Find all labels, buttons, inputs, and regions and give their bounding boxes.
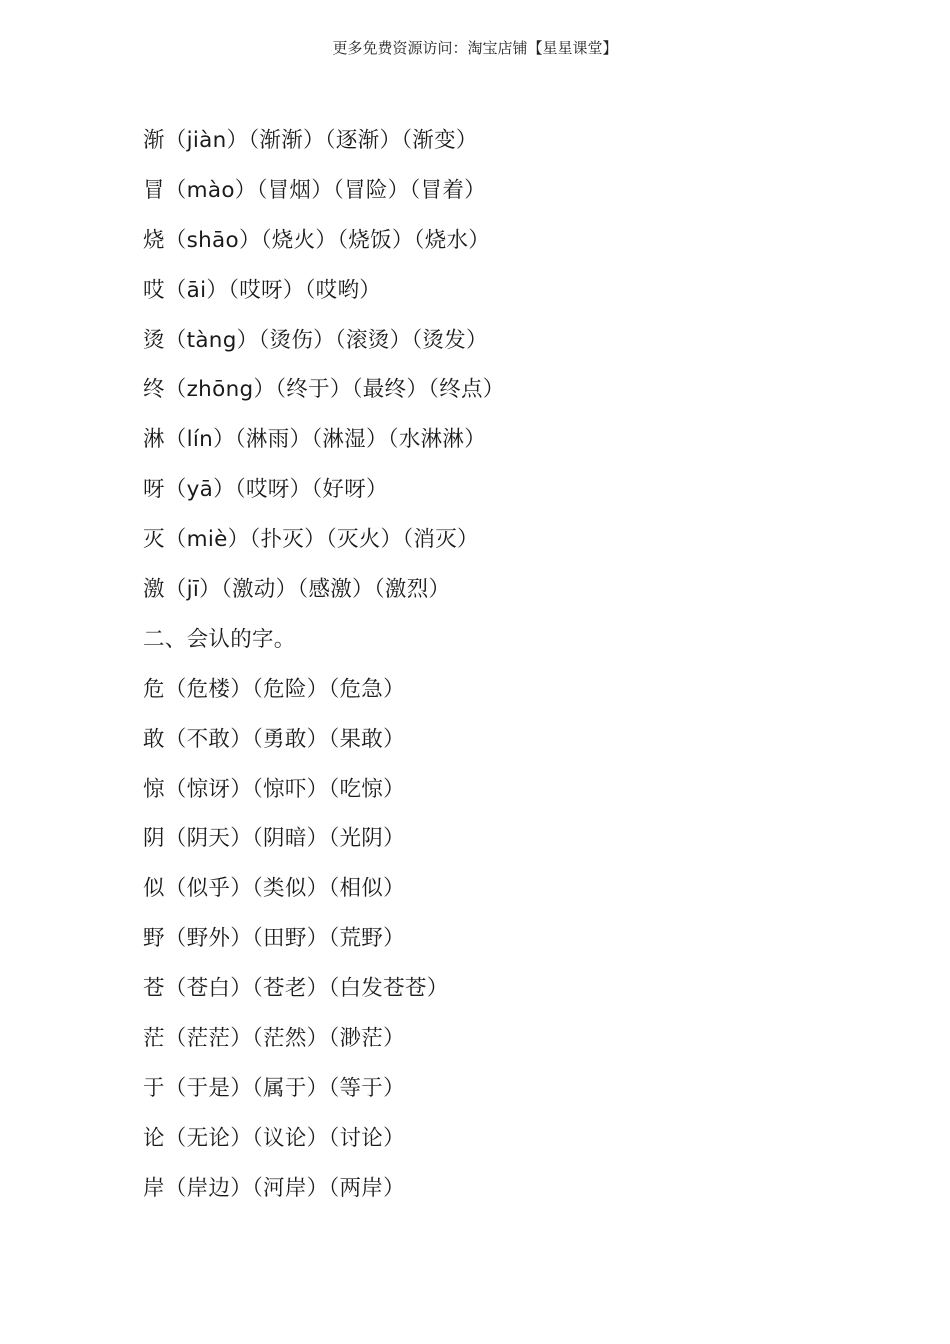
word-line: 野（野外）（田野）（荒野） — [143, 926, 405, 952]
word-line: 似（似乎）（类似）（相似） — [143, 876, 405, 902]
word-line: 烫（tàng）（烫伤）（滚烫）（烫发） — [143, 327, 488, 353]
word-line: 岸（岸边）（河岸）（两岸） — [143, 1175, 405, 1201]
section-heading: 二、会认的字。 — [143, 626, 296, 652]
page-header: 更多免费资源访问：淘宝店铺【星星课堂】 — [332, 39, 618, 57]
word-list — [143, 122, 505, 1220]
word-line: 危（危楼）（危险）（危急） — [143, 676, 405, 702]
word-line: 苍（苍白）（苍老）（白发苍苍） — [143, 976, 449, 1002]
word-line: 淋（lín）（淋雨）（淋湿）（水淋淋） — [143, 427, 487, 453]
word-line: 惊（惊讶）（惊吓）（吃惊） — [143, 776, 405, 802]
word-line: 茫（茫茫）（茫然）（渺茫） — [143, 1026, 405, 1052]
word-line: 阴（阴天）（阴暗）（光阴） — [143, 826, 405, 852]
word-line: 论（无论）（议论）（讨论） — [143, 1125, 405, 1151]
word-line: 渐（jiàn）（渐渐）（逐渐）（渐变） — [143, 128, 478, 153]
word-line: 灭（miè）（扑灭）（灭火）（消灭） — [143, 527, 479, 553]
word-line: 呀（yā）（哎呀）（好呀） — [143, 477, 388, 503]
word-line: 冒（mào）（冒烟）（冒险）（冒着） — [143, 177, 486, 203]
word-line: 烧（shāo）（烧火）（烧饭）（烧水） — [143, 227, 491, 253]
word-line: 终（zhōng）（终于）（最终）（终点） — [143, 377, 505, 403]
word-line: 哎（āi）（哎呀）（哎哟） — [143, 277, 382, 303]
word-line: 激（jī）（激动）（感激）（激烈） — [143, 577, 451, 603]
word-line: 敢（不敢）（勇敢）（果敢） — [143, 726, 405, 752]
word-line: 于（于是）（属于）（等于） — [143, 1075, 405, 1101]
